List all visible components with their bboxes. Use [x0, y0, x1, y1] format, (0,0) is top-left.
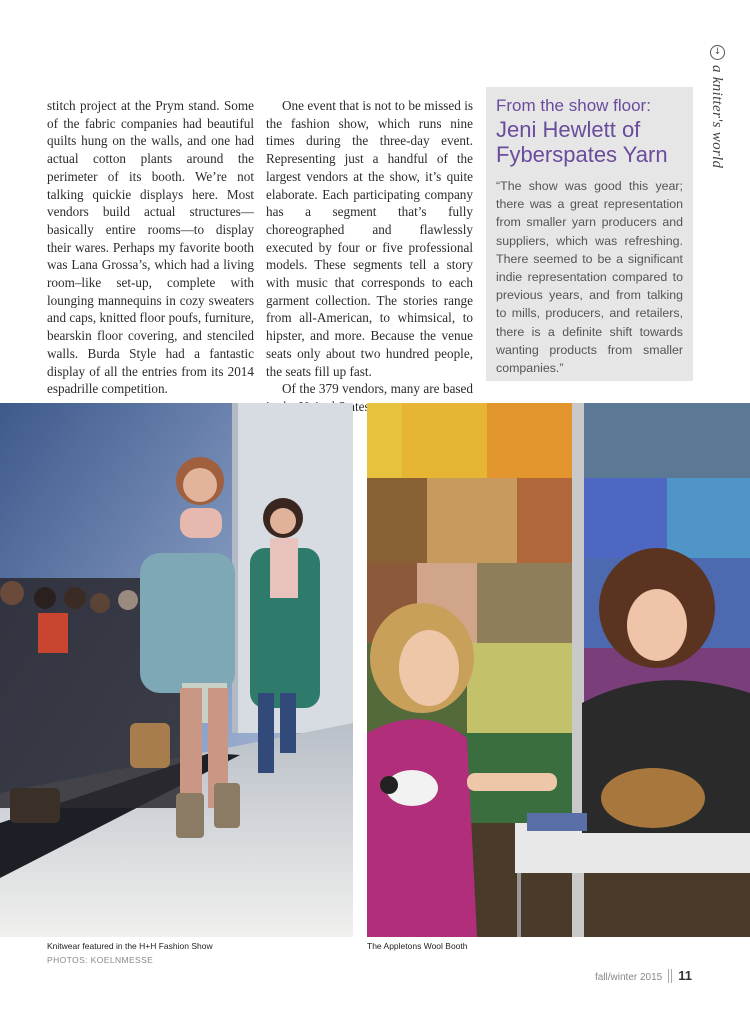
fashion-show-photo: [0, 403, 353, 937]
paragraph: stitch project at the Prym stand. Some of the fabric companies had beautiful quilts hung on the walls, and one had actual cotton plants around the perimeter of its booth. We’re not talking quickie displays here. Most vendors build actual structures—basically entire rooms—to display their wares. Perhaps my favorite booth was Lana Grossa’s, which had a living room–like set-up, complete with lounging mannequins in cozy sweaters and caps, knitted floor poufs, furniture, bearskin floor covering, and stenciled walls. Burda Style had a fantastic display of all the entries from its 2014 espadrille competition.: [47, 98, 254, 397]
issue-label: fall/winter 2015: [594, 972, 663, 983]
photo-credit: PHOTOS: KOELNMESSE: [47, 955, 154, 965]
page-footer: [595, 968, 692, 983]
article-column-2: [266, 97, 473, 416]
sidebar-quote: “The show was good this year; there was a great representation from smaller yarn producers and suppliers, which was refreshing. There seemed to be a significant indie representation compared to previous years, and from talking to mills, producers, and retailers, there is a definite shift towards wanting products from smaller companies.”: [496, 179, 683, 376]
sidebar-kicker: From the show floor:: [496, 96, 651, 115]
caption-wool-booth: The Appletons Wool Booth: [367, 941, 468, 951]
caption-fashion-show: Knitwear featured in the H+H Fashion Show: [47, 941, 213, 951]
footer-divider: [668, 969, 672, 983]
arrow-down-circle-icon: ↓: [710, 45, 725, 60]
section-label: [707, 45, 729, 195]
show-floor-sidebar: [486, 87, 693, 381]
article-column-1: [47, 97, 254, 398]
page-number: 11: [678, 968, 692, 983]
sidebar-title: Jeni Hewlett of Fyberspates Yarn: [496, 117, 668, 167]
section-label-text: a knitter's world: [709, 65, 725, 169]
paragraph: Of the 379 vendors, many are based States: [282, 381, 473, 414]
paragraph: One event that is not to be missed is the fashion show, which runs nine times during the three-day event. Representing just a handful of the largest vendors at the show, it’s quite elaborate. Each participating company has a segment that’s fully choreographed and flawlessly executed by four or five professional models. These segments tell a story with music that corresponds to each garment collection. The stories range from all-American, to whimsical, to hipster, and more. Because the venue seats only about two hundred people, the seats fill up fast.: [266, 98, 473, 379]
wool-booth-photo: [367, 403, 750, 937]
